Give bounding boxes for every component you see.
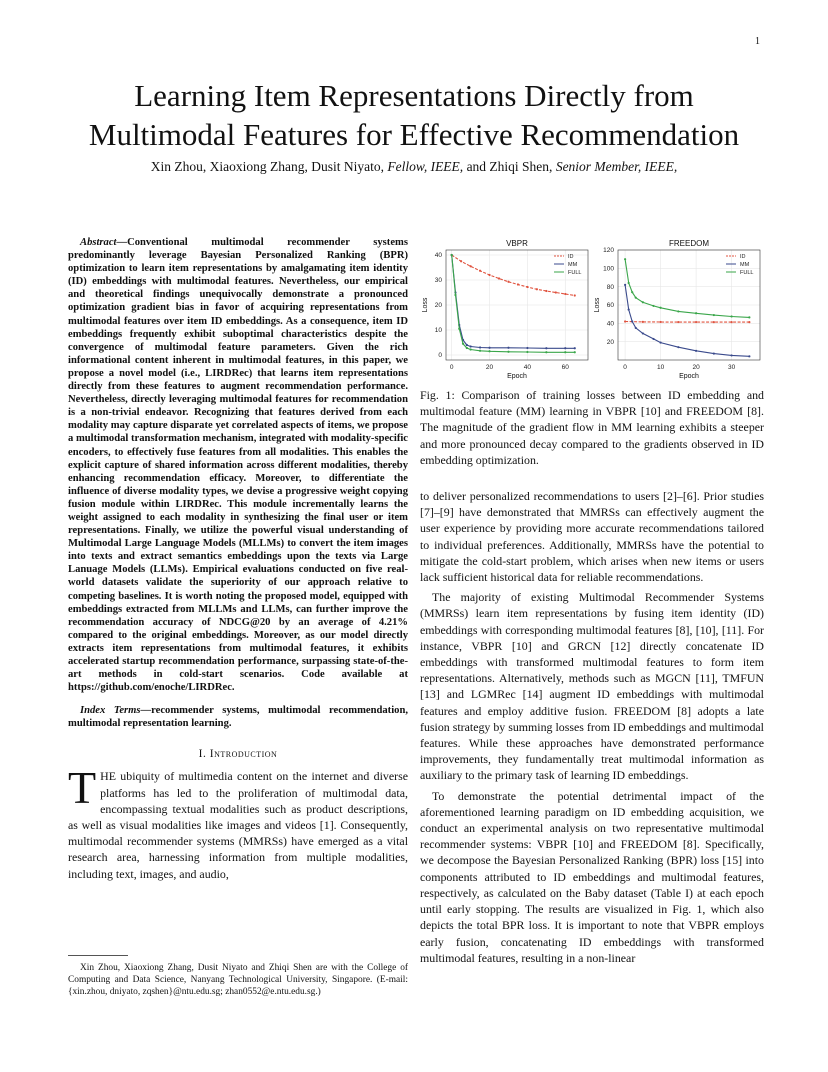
chart-1-point-mm-10	[731, 354, 733, 356]
chart-0-point-id-4	[488, 274, 490, 276]
chart-1-point-id-3	[677, 321, 679, 323]
body-paragraph-2: The majority of existing Multimodal Recommender Systems (MMRSs) learn item representations by fusing item identity (ID) embeddings with corresponding multimodal features [8], [10], [11]. For instance, VBPR [10] and GRCN [12] directly concatenate ID embeddings with transformed multimodal features to form item representations. Alternatively, methods such as MGCN [11], TMFUN [13] and LGMRec [14] augment ID embeddings with multimodal features and employ additive fusion. FREEDOM [8] adopts a late fusion strategy by summing losses from ID embeddings and multimodal features. While these approaches have demonstrated performance improvements, they fundamentally treat multimodal information as auxiliary to the primary task of learning ID embeddings.	[420, 590, 764, 783]
introduction-paragraph	[68, 762, 408, 881]
chart-0-point-id-13	[574, 294, 576, 296]
chart-1-point-mm-6	[660, 341, 662, 343]
abstract-text: —Conventional multimodal recommender systems predominantly leverage Bayesian Personalized Ranking (BPR) optimization to learn item representations by amalgamating item identity (ID) embeddings with multimodal features. Nevertheless, our empirical and theoretical findings unequivocally demonstrate a pronounced optimization gradient bias in favor of acquiring representations from multimodal features over item ID embeddings. As a consequence, item ID embeddings frequently exhibit suboptimal characteristics despite the convergence of multimodal feature parameters. Given the rich informational content inherent in multimodal features, in this paper, we propose a novel model (i.e., LIRDRec) that learns item representations directly from these features to augment recommendation performance. Nevertheless, directly leveraging multimodal features for recommendation is a non-trivial endeavor. Recognizing that features derived from each modality may capture disparate yet correlated aspects of items, we propose a multimodal transformation mechanism, integrated with modality-specific encoders, to effectively fuse features from all modalities. This enables the explicit capture of shared information across different modalities, thereby enhancing recommendation efficacy. Moreover, to differentiate the influence of diverse modality types, we devise a progressive weight copying fusion module within LIRDRec. This module incrementally learns the weight assigned to each modality in synthesizing the final user or item representations. Finally, we utilize the powerful visual understanding of Multimodal Large Language Models (MLLMs) to convert the item images into texts and extract semantics embeddings upon the texts via Large Lanuage Models (LLMs). Empirical evaluations conducted on five real-world datasets validate the superiority of our approach relative to competing baselines. It is worth noting the proposed model, equipped with embeddings extracted from MLLMs and LLMs, can further improve the recommendation accuracy of NDCG@20 by an average of 4.21% compared to the original embeddings. Moreover, as our model directly extracts item representations from multimodal features, it exhibits accelerated startup recommendation performance, surpassing state-of-the-art methods in cold-start scenarios. Code available at https://github.com/enoche/LIRDRec.	[68, 237, 408, 694]
chart-0-xtick-0: 0	[449, 364, 454, 371]
chart-1-point-mm-3	[635, 327, 637, 329]
chart-1-xtick-2: 20	[692, 364, 700, 371]
chart-0-ylabel: Loss	[422, 297, 429, 313]
chart-1-ytick-1: 40	[606, 320, 614, 328]
right-column	[420, 236, 764, 966]
chart-0-point-mm-5	[470, 345, 472, 347]
chart-1-point-id-7	[748, 321, 750, 323]
body-paragraph-1: to deliver personalized recommendations to users [2]–[6]. Prior studies [7]–[9] have demonstrated that MMRSs can effectively augment the user experience by providing more accurate recommendations tailored to individual preferences. Additionally, MMRSs have the potential to mitigate the cold-start problem, which arises when new items or users lack sufficient historical data for reliable recommendations.	[420, 489, 764, 585]
chart-1-point-mm-4	[642, 332, 644, 334]
chart-0-point-mm-6	[479, 346, 481, 348]
chart-1-point-id-2	[660, 321, 662, 323]
footnote-rule	[68, 955, 128, 956]
chart-1-point-full-11	[748, 316, 750, 318]
chart-1-series-full	[625, 259, 749, 317]
chart-0-point-mm-9	[526, 347, 528, 349]
chart-0-point-id-7	[517, 283, 519, 285]
chart-1	[594, 239, 760, 380]
chart-0-point-id-3	[479, 270, 481, 272]
title-line-2: Multimodal Features for Effective Recommendation	[88, 117, 740, 152]
chart-1-point-id-6	[731, 321, 733, 323]
chart-0-point-id-6	[507, 281, 509, 283]
dropcap-letter: T	[68, 762, 97, 814]
chart-1-ytick-5: 120	[603, 247, 614, 255]
paper-title	[40, 76, 788, 154]
chart-0-point-id-12	[564, 293, 566, 295]
footnote: Xin Zhou, Xiaoxiong Zhang, Dusit Niyato and Zhiqi Shen are with the College of Computing and Data Science, Nanyang Technological University, Singapore. (E-mail: {xin.zhou, dniyato, zqshen}@ntu.edu.sg; zhan0552@e.ntu.edu.sg.)	[68, 963, 408, 998]
introduction-text: HE ubiquity of multimedia content on the internet and diverse platforms has led to the proliferation of multimodal data, encompassing textual modalities such as product descriptions, as well as visual modalities like images and videos [1]. Consequently, multimodal recommender systems (MMRSs) have emerged as a vital research area, harnessing information from multiple modalities, including text, images, and audio,	[68, 769, 408, 881]
arxiv-stamp-svg	[8, 292, 52, 732]
chart-1-point-full-1	[628, 282, 630, 284]
chart-1-point-full-10	[731, 315, 733, 317]
chart-0-xlabel: Epoch	[507, 373, 527, 380]
figure-1-charts	[420, 236, 764, 381]
chart-1-ytick-2: 60	[606, 302, 614, 310]
left-column	[68, 236, 408, 882]
chart-1-point-full-3	[635, 297, 637, 299]
chart-1-point-mm-0	[624, 284, 626, 286]
author-list	[40, 159, 788, 175]
chart-0-point-mm-4	[466, 344, 468, 346]
chart-0-point-full-7	[488, 350, 490, 352]
chart-1-point-mm-5	[652, 338, 654, 340]
chart-1-point-full-4	[642, 301, 644, 303]
chart-0-point-id-2	[470, 265, 472, 267]
chart-0-point-id-9	[536, 288, 538, 290]
chart-0-point-full-6	[479, 350, 481, 352]
chart-1-xtick-3: 30	[727, 364, 736, 371]
chart-0-ytick-0: 0	[438, 352, 442, 360]
chart-0-point-mm-11	[564, 347, 566, 349]
chart-0-legend-label-full: FULL	[568, 270, 582, 276]
chart-1-point-mm-1	[628, 308, 630, 310]
chart-0-point-mm-12	[574, 347, 576, 349]
chart-1-point-id-5	[713, 321, 715, 323]
author-title-fellow: Fellow, IEEE,	[387, 159, 464, 174]
title-line-1: Learning Item Representations Directly from	[134, 78, 694, 113]
chart-0-point-full-0	[451, 254, 453, 256]
chart-0-point-mm-7	[488, 347, 490, 349]
chart-1-point-mm-7	[677, 346, 679, 348]
chart-1-point-id-1	[642, 321, 644, 323]
chart-1-xlabel: Epoch	[679, 373, 699, 380]
chart-1-legend-label-full: FULL	[740, 270, 754, 276]
author-title-senior: Senior Member, IEEE,	[555, 159, 678, 174]
chart-1-point-full-0	[624, 258, 626, 260]
chart-0-point-full-3	[462, 343, 464, 345]
chart-0-title: VBPR	[506, 239, 528, 248]
chart-0-legend-label-id: ID	[568, 254, 574, 260]
chart-1-point-mm-8	[695, 350, 697, 352]
chart-0-xtick-2: 40	[523, 364, 532, 371]
chart-0-point-full-9	[526, 351, 528, 353]
chart-0-point-full-10	[545, 351, 547, 353]
right-column-body	[420, 488, 764, 966]
chart-1-legend-label-id: ID	[740, 254, 746, 260]
chart-1-point-mm-2	[631, 320, 633, 322]
chart-1-ytick-4: 100	[603, 265, 614, 273]
chart-1-point-mm-11	[748, 355, 750, 357]
chart-0-series-full	[452, 255, 575, 352]
chart-1-ytick-3: 80	[606, 283, 614, 291]
chart-0-point-full-2	[458, 328, 460, 330]
chart-0-xtick-3: 60	[561, 364, 569, 371]
chart-1-point-full-9	[713, 314, 715, 316]
chart-0-point-full-1	[454, 294, 456, 296]
abstract-lead: Abstract	[80, 237, 117, 248]
index-terms-lead: Index Terms	[80, 705, 141, 717]
chart-0	[422, 239, 588, 380]
chart-0-point-full-5	[470, 348, 472, 350]
chart-0-point-full-11	[564, 351, 566, 353]
chart-0-legend-label-mm: MM	[568, 262, 578, 268]
chart-1-point-full-6	[660, 307, 662, 309]
chart-0-point-full-12	[574, 351, 576, 353]
index-terms	[68, 704, 408, 730]
chart-0-point-id-10	[545, 290, 547, 292]
abstract	[68, 236, 408, 694]
chart-0-xtick-1: 20	[485, 364, 494, 371]
chart-0-point-full-8	[507, 351, 509, 353]
chart-0-ytick-3: 30	[434, 277, 442, 285]
chart-1-point-mm-9	[713, 352, 715, 354]
chart-1-ylabel: Loss	[594, 297, 601, 313]
chart-1-point-full-7	[677, 310, 679, 312]
figure-1	[420, 236, 764, 381]
figure-1-caption: Fig. 1: Comparison of training losses between ID embedding and multimodal feature (MM) learning in VBPR [10] and FREEDOM [8]. The magnitude of the gradient flow in MM learning exhibits a steeper and more pronounced decay compared to the gradients observed in ID embedding optimization.	[420, 388, 764, 467]
chart-1-point-id-4	[695, 321, 697, 323]
chart-0-ytick-4: 40	[434, 252, 442, 260]
chart-0-point-id-8	[526, 286, 528, 288]
chart-1-xtick-1: 10	[656, 364, 665, 371]
index-terms-text: —recommender systems, multimodal recommendation, multimodal representation learning.	[68, 705, 408, 730]
chart-0-ytick-1: 10	[434, 327, 442, 335]
chart-0-series-mm	[452, 255, 575, 348]
chart-0-point-full-4	[466, 347, 468, 349]
chart-0-series-id	[452, 255, 575, 296]
chart-0-point-id-5	[498, 277, 500, 279]
chart-1-xtick-0: 0	[623, 364, 627, 371]
chart-0-point-id-1	[460, 260, 462, 262]
chart-1-point-full-8	[695, 312, 697, 314]
chart-1-ytick-0: 20	[606, 338, 614, 346]
chart-1-legend-label-mm: MM	[740, 262, 750, 268]
chart-0-ytick-2: 20	[434, 302, 442, 310]
chart-0-point-id-11	[555, 291, 557, 293]
page-number: 1	[755, 36, 760, 47]
chart-1-point-full-5	[652, 305, 654, 307]
chart-1-point-id-0	[624, 320, 626, 322]
chart-1-title: FREEDOM	[669, 239, 709, 248]
section-title-introduction: I. Introduction	[198, 748, 278, 761]
chart-0-point-mm-10	[545, 347, 547, 349]
author-names: Xin Zhou, Xiaoxiong Zhang, Dusit Niyato,	[150, 159, 388, 174]
chart-1-point-full-2	[631, 291, 633, 293]
author-and: and Zhiqi Shen,	[463, 159, 556, 174]
chart-0-point-mm-8	[507, 347, 509, 349]
arxiv-stamp	[8, 292, 52, 732]
body-paragraph-3: To demonstrate the potential detrimental impact of the aforementioned learning paradigm on ID embedding acquisition, we conduct an experimental analysis on two representative multimodal recommender systems: VBPR [10] and FREEDOM [8]. Specifically, we decompose the Bayesian Personalized Ranking (BPR) loss [15] into components attributed to ID embeddings and multimodal features, respectively, as calculated on the Baby dataset (Table I) at each epoch until early stopping. The results are visualized in Fig. 1, which also depicts the total BPR loss. It is important to note that VBPR employs early fusion, concatenating ID embeddings with transformed multimodal features, resulting in a non-linear	[420, 788, 764, 965]
chart-1-series-mm	[625, 285, 749, 357]
